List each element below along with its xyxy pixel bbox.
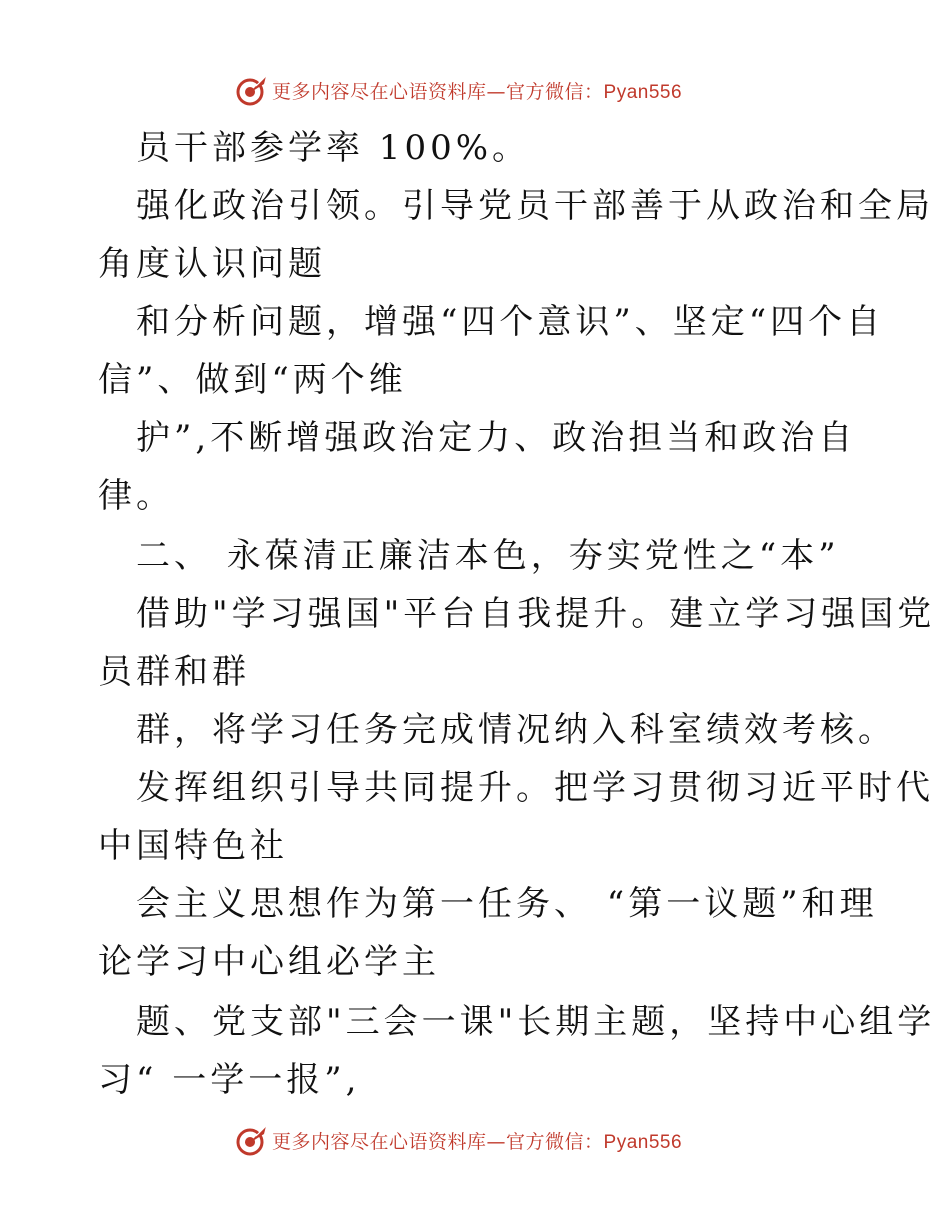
body-line-7: 律。 [98, 476, 174, 516]
body-line-4: 和分析问题，增强“四个意识”、坚定“四个自 [136, 302, 885, 342]
watermark-footer [234, 1122, 682, 1158]
body-line-5: 信”、做到“两个维 [98, 360, 407, 400]
watermark-wechat-id: Pyan556 [603, 81, 683, 103]
body-line-12: 发挥组织引导共同提升。把学习贯彻习近平时代 [136, 768, 934, 808]
body-line-9: 借助"学习强国"平台自我提升。建立学习强国党 [136, 594, 936, 634]
body-line-3: 角度认识问题 [98, 244, 326, 284]
watermark-wechat-id: Pyan556 [603, 1131, 683, 1153]
body-line-1: 员干部参学率 100%。 [136, 128, 531, 168]
body-line-2: 强化政治引领。引导党员干部善于从政治和全局 [136, 186, 934, 226]
feather-logo-icon [234, 1122, 270, 1158]
watermark-header [234, 72, 682, 108]
watermark-text: 更多内容尽在心语资料库—官方微信： [272, 80, 604, 103]
body-line-16: 题、党支部"三会一课"长期主题，坚持中心组学 [136, 1002, 936, 1042]
feather-logo-icon [234, 72, 270, 108]
body-line-17: 习“ 一学一报”, [98, 1060, 361, 1100]
watermark-text: 更多内容尽在心语资料库—官方微信： [272, 1130, 604, 1153]
body-line-13: 中国特色社 [98, 826, 288, 866]
body-line-14: 会主义思想作为第一任务、 “第一议题”和理 [136, 884, 878, 924]
body-line-10: 员群和群 [98, 652, 250, 692]
body-line-15: 论学习中心组必学主 [98, 942, 440, 982]
body-line-6: 护”,不断增强政治定力、政治担当和政治自 [136, 418, 857, 458]
body-line-11: 群，将学习任务完成情况纳入科室绩效考核。 [136, 710, 896, 750]
section-heading-2: 二、 永葆清正廉洁本色，夯实党性之“本” [136, 536, 840, 576]
